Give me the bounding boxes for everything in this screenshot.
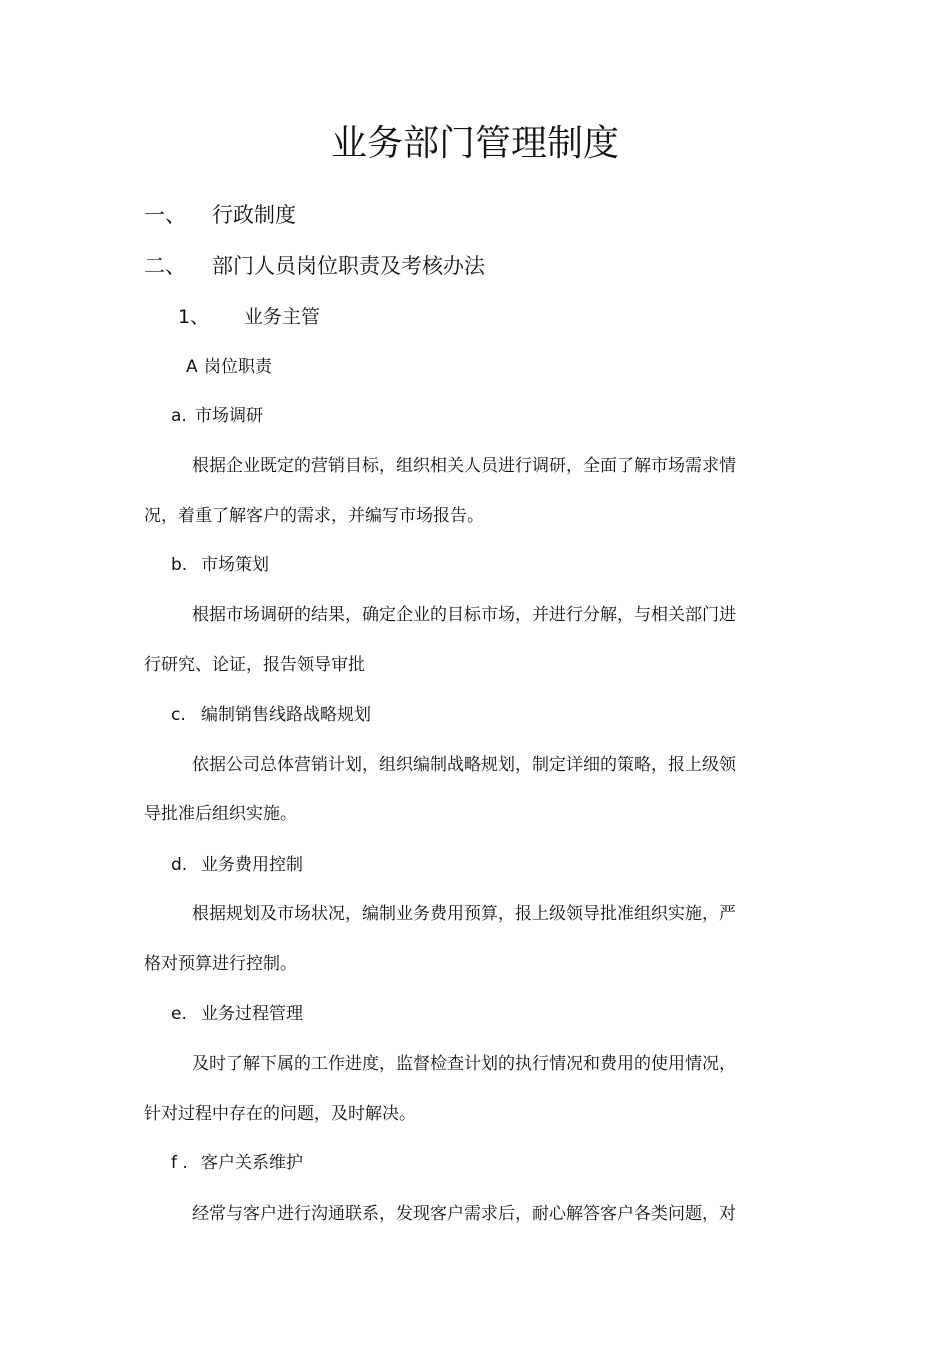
section-2-heading: 部门人员岗位职责及考核办法 — [212, 254, 485, 278]
section-2-number: 二、 — [144, 254, 186, 278]
part-heading: 岗位职责 — [204, 357, 272, 377]
item-f-label-number: f . — [171, 1153, 188, 1173]
item-c-label-number: c. — [171, 705, 186, 725]
item-b-heading: 市场策划 — [201, 555, 269, 575]
section-1-number: 一、 — [144, 203, 186, 227]
item-e-heading: 业务过程管理 — [201, 1004, 303, 1024]
item-c-paragraph-line-2: 导批准后组织实施。 — [144, 804, 297, 824]
item-d-paragraph-line-2: 格对预算进行控制。 — [144, 954, 297, 974]
item-b-paragraph-line-2: 行研究、论证，报告领导审批 — [144, 655, 365, 675]
item-c-heading: 编制销售线路战略规划 — [201, 705, 371, 725]
item-a-heading: 市场调研 — [195, 406, 263, 426]
document-title: 业务部门管理制度 — [330, 123, 619, 164]
item-f-heading: 客户关系维护 — [201, 1153, 303, 1173]
item-c-paragraph-line-1: 依据公司总体营销计划，组织编制战略规划，制定详细的策略，报上级领 — [192, 755, 736, 775]
subsection-number: 1、 — [178, 306, 210, 328]
item-d-heading: 业务费用控制 — [201, 855, 303, 875]
part-letter: A — [186, 357, 198, 377]
item-e-paragraph-line-1: 及时了解下属的工作进度，监督检查计划的执行情况和费用的使用情况， — [192, 1054, 736, 1074]
item-d-label-number: d. — [171, 855, 188, 875]
section-1-heading: 行政制度 — [212, 203, 296, 227]
item-d-paragraph-line-1: 根据规划及市场状况，编制业务费用预算，报上级领导批准组织实施，严 — [192, 904, 736, 924]
item-a-paragraph-line-2: 况，着重了解客户的需求，并编写市场报告。 — [144, 506, 484, 526]
item-a-label-number: a. — [171, 406, 187, 426]
item-b-paragraph-line-1: 根据市场调研的结果，确定企业的目标市场，并进行分解，与相关部门进 — [192, 605, 736, 625]
subsection-heading: 业务主管 — [244, 306, 321, 328]
item-a-paragraph-line-1: 根据企业既定的营销目标，组织相关人员进行调研，全面了解市场需求情 — [192, 456, 736, 476]
item-f-paragraph-line-1: 经常与客户进行沟通联系，发现客户需求后，耐心解答客户各类问题，对 — [192, 1204, 736, 1224]
item-e-paragraph-line-2: 针对过程中存在的问题，及时解决。 — [144, 1104, 416, 1124]
item-b-label-number: b. — [171, 555, 188, 575]
item-e-label-number: e. — [171, 1004, 187, 1024]
